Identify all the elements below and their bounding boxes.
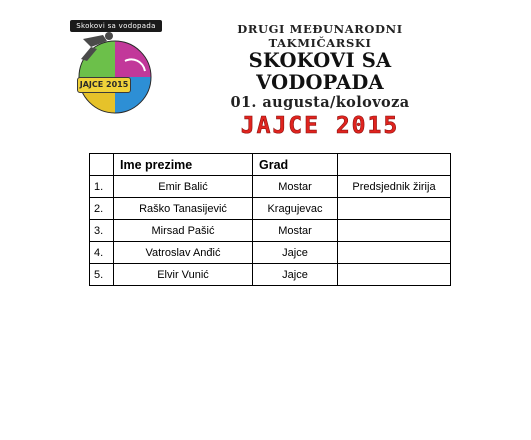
- table-header-row: [90, 154, 451, 176]
- row-num: 1.: [90, 176, 114, 198]
- header-role: [338, 154, 451, 176]
- row-city: Mostar: [253, 176, 338, 198]
- row-name: Elvir Vunić: [114, 264, 253, 286]
- row-name: Mirsad Pašić: [114, 220, 253, 242]
- header-name: Ime prezime: [114, 154, 253, 176]
- heading-line-1: DRUGI MEĐUNARODNI TAKMIČARSKI: [237, 22, 403, 50]
- row-role: [338, 264, 451, 286]
- row-name: Vatroslav Anđić: [114, 242, 253, 264]
- row-role: Predsjednik žirija: [338, 176, 451, 198]
- row-city: Mostar: [253, 220, 338, 242]
- table-row: [90, 198, 451, 220]
- row-name: Emir Balić: [114, 176, 253, 198]
- event-logo: [63, 17, 170, 117]
- heading-line-2: SKOKOVI SA VODOPADA: [248, 49, 392, 94]
- row-role: [338, 220, 451, 242]
- row-num: 5.: [90, 264, 114, 286]
- row-name: Raško Tanasijević: [114, 198, 253, 220]
- logo-diver-graphic: [63, 31, 170, 117]
- row-num: 2.: [90, 198, 114, 220]
- row-city: Jajce: [253, 264, 338, 286]
- row-city: Jajce: [253, 242, 338, 264]
- jury-table: [89, 153, 451, 286]
- heading-line-3: 01. augusta/kolovoza: [230, 94, 410, 111]
- row-num: 3.: [90, 220, 114, 242]
- header-city: Grad: [253, 154, 338, 176]
- table-row: [90, 176, 451, 198]
- logo-badge: JAJCE 2015: [77, 77, 131, 93]
- table-row: [90, 220, 451, 242]
- table-row: [90, 242, 451, 264]
- row-role: [338, 198, 451, 220]
- row-num: 4.: [90, 242, 114, 264]
- page-heading: [198, 22, 442, 139]
- row-role: [338, 242, 451, 264]
- logo-banner: Skokovi sa vodopada: [70, 20, 162, 32]
- heading-line-4: JAJCE 2015: [240, 113, 400, 139]
- row-city: Kragujevac: [253, 198, 338, 220]
- table-row: [90, 264, 451, 286]
- logo-diver-head: [105, 32, 113, 40]
- header-num: [90, 154, 114, 176]
